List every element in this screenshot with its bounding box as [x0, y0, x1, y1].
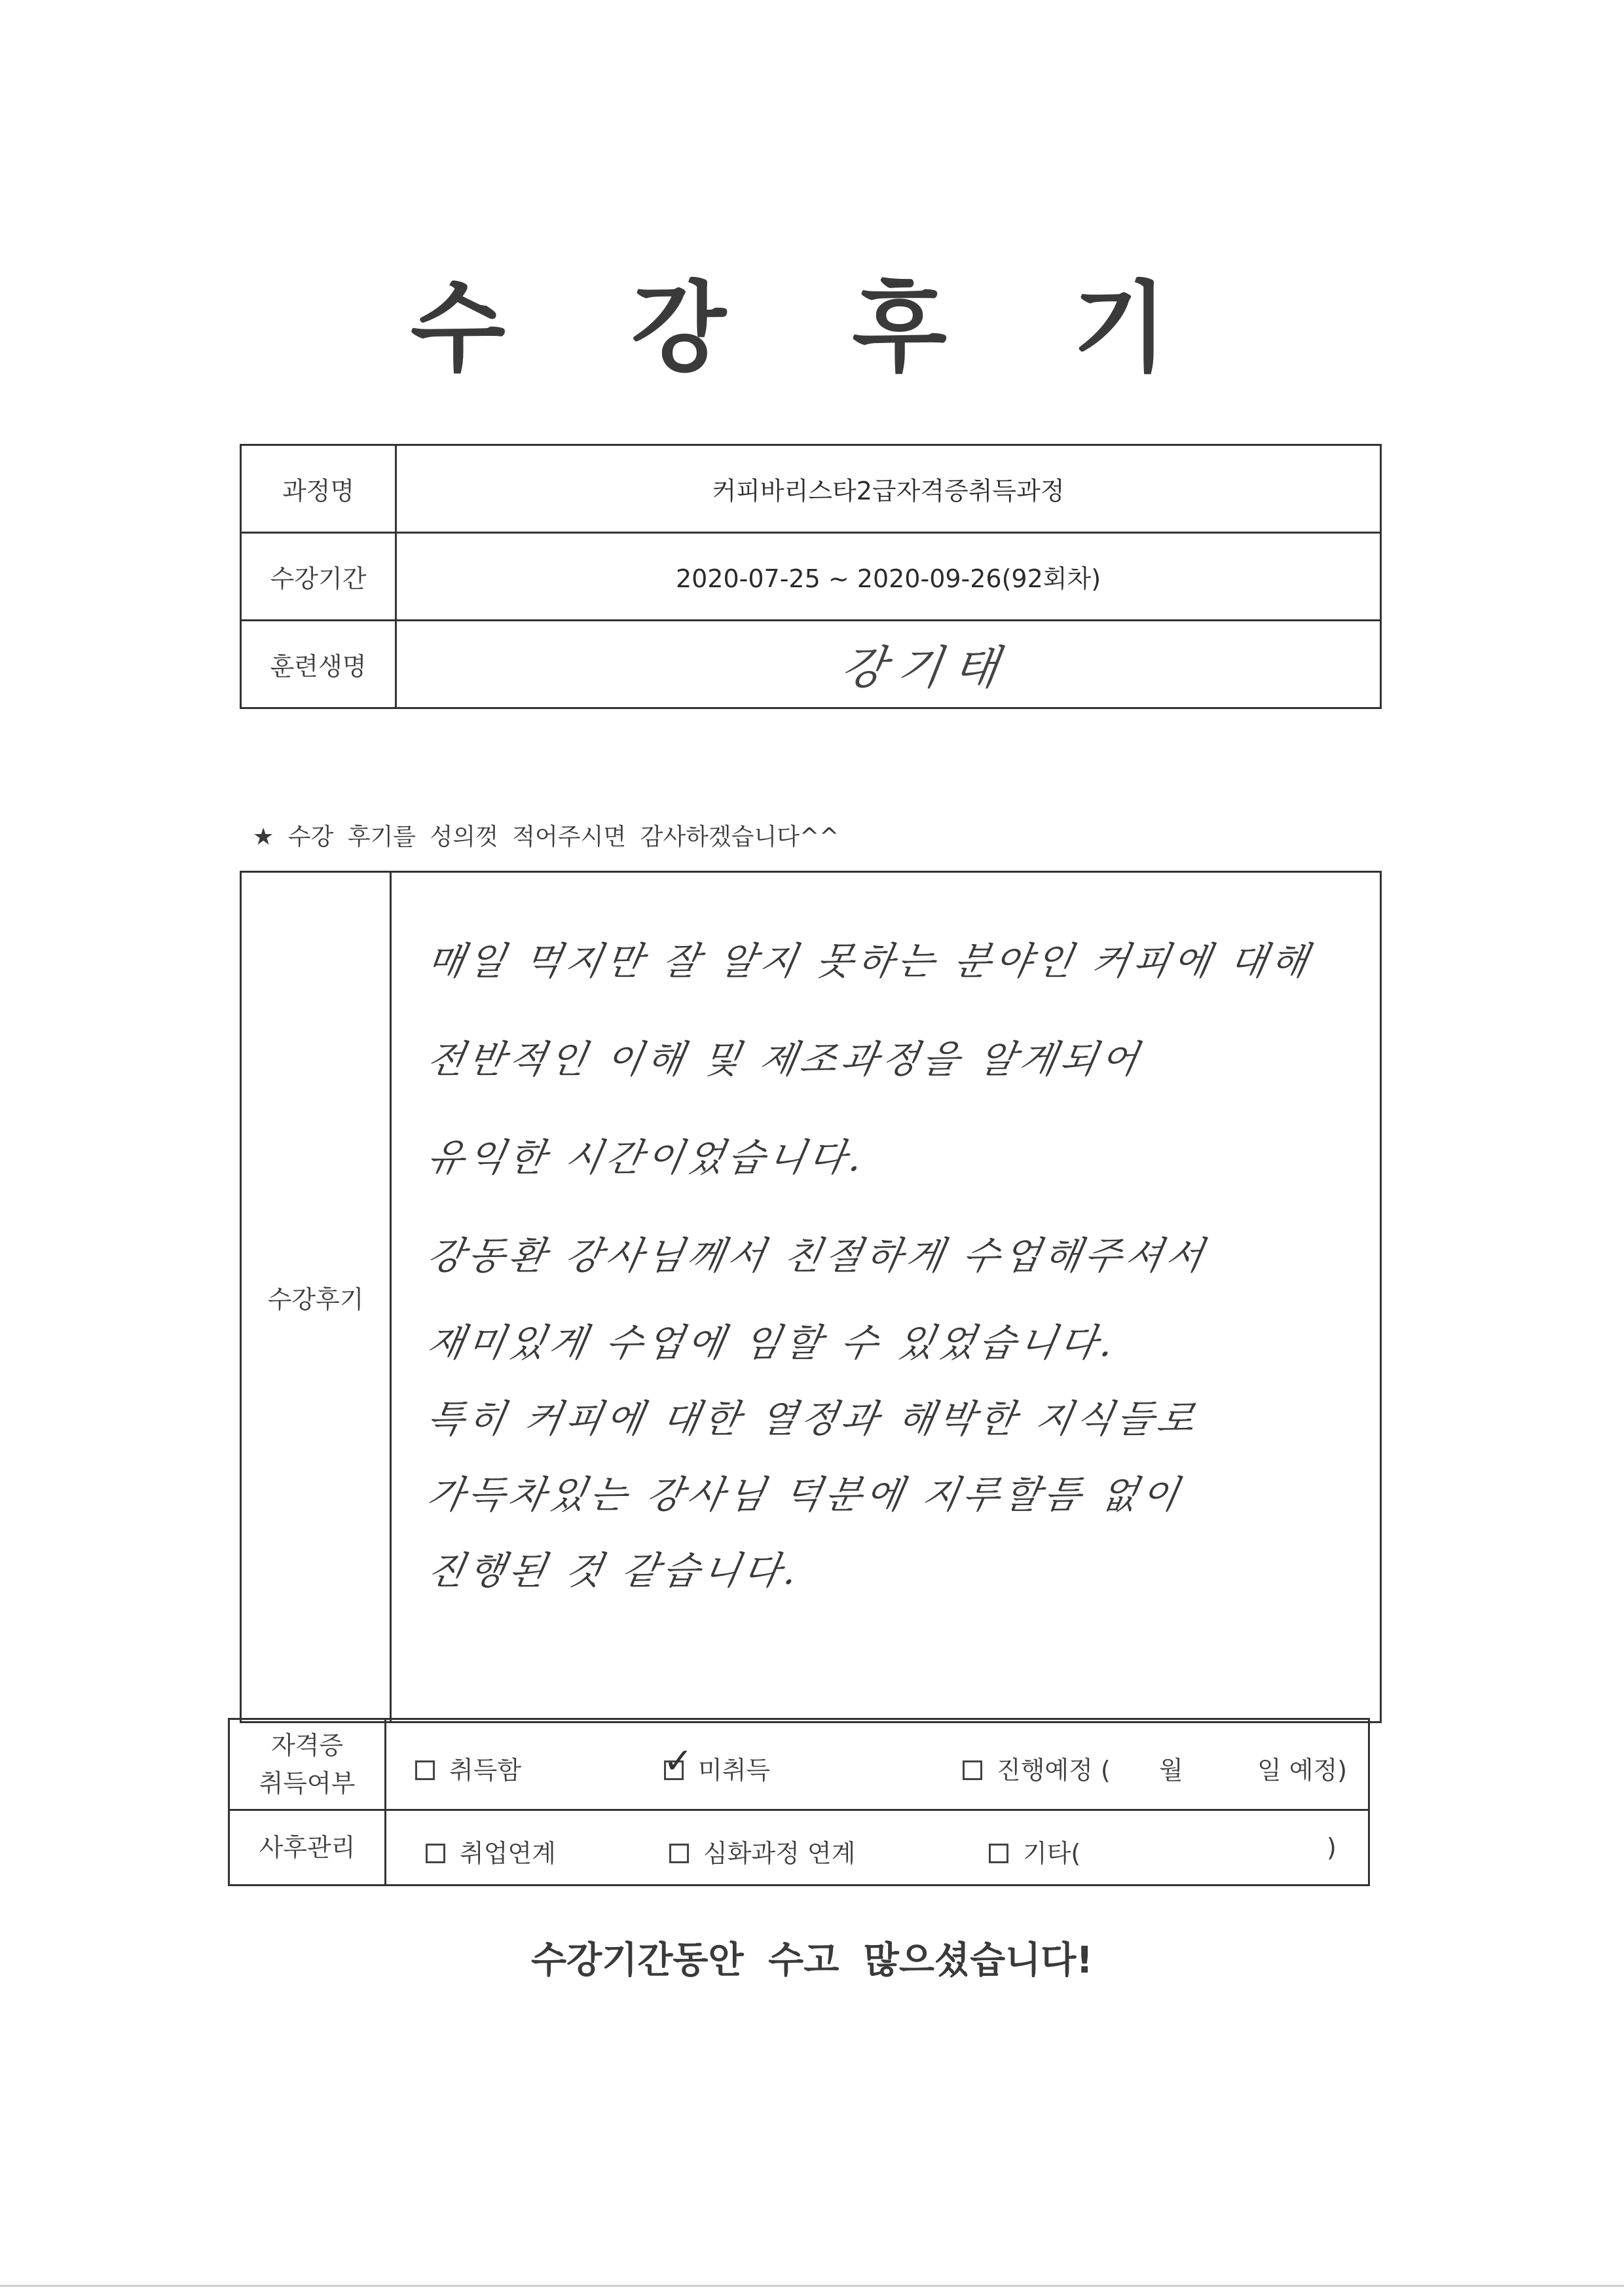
review-line: 전반적인 이해 및 제조과정을 알게되어	[424, 1037, 1146, 1082]
certification-label-line2: 취득여부	[259, 1769, 356, 1798]
checkbox-icon[interactable]	[989, 1844, 1008, 1863]
followup-label: 사후관리	[229, 1810, 386, 1886]
cert-option-in-progress[interactable]	[963, 1750, 1111, 1786]
review-line: 진행된 것 같습니다.	[424, 1548, 805, 1593]
checkbox-icon[interactable]	[426, 1844, 445, 1863]
course-info-table	[240, 444, 1382, 709]
cert-option-not-acquired[interactable]	[663, 1740, 771, 1786]
followup-option-advanced[interactable]	[669, 1833, 855, 1869]
cert-day-planned-label: 일 예정)	[1257, 1756, 1348, 1785]
closing-message: 수강기간동안 수고 많으셨습니다!	[531, 1939, 1093, 1982]
review-line: 강동환 강사님께서 친절하게 수업해주셔서	[424, 1233, 1211, 1278]
review-label: 수강후기	[241, 872, 391, 1722]
cert-option-acquired[interactable]	[415, 1750, 521, 1786]
cert-option-acquired-label: 취득함	[449, 1756, 522, 1785]
course-value: 커피바리스타2급자격증취득과정	[396, 445, 1381, 533]
certification-options	[386, 1719, 1369, 1810]
certification-label	[229, 1719, 386, 1810]
review-line: 유익한 시간이었습니다.	[424, 1135, 870, 1180]
page-bottom-divider	[0, 2285, 1624, 2287]
followup-option-job[interactable]	[426, 1833, 556, 1869]
certification-label-line1: 자격증	[270, 1731, 344, 1760]
trainee-signature-cell	[396, 621, 1381, 708]
review-table	[240, 871, 1382, 1723]
cert-option-in-progress-label: 진행예정 (	[997, 1756, 1111, 1785]
period-label: 수강기간	[241, 533, 396, 621]
followup-option-advanced-label: 심화과정 연계	[703, 1839, 856, 1868]
followup-option-other-label: 기타(	[1023, 1839, 1081, 1868]
course-label: 과정명	[241, 445, 396, 533]
notice-text: ★ 수강 후기를 성의껏 적어주시면 감사하겠습니다^^	[253, 824, 840, 850]
checkbox-icon[interactable]	[669, 1844, 689, 1863]
followup-close-paren: )	[1327, 1833, 1337, 1862]
followup-option-job-label: 취업연계	[460, 1839, 556, 1868]
checkbox-icon[interactable]	[415, 1760, 435, 1780]
review-line: 재미있게 수업에 임할 수 있었습니다.	[424, 1321, 1121, 1365]
period-value: 2020-07-25 ~ 2020-09-26(92회차)	[396, 533, 1381, 621]
followup-option-other[interactable]	[989, 1833, 1080, 1869]
trainee-label: 훈련생명	[241, 621, 396, 708]
checkmark-icon: ✓	[663, 1740, 693, 1781]
status-table	[228, 1718, 1370, 1886]
review-line: 가득차있는 강사님 덕분에 지루할틈 없이	[424, 1472, 1187, 1517]
followup-options	[386, 1810, 1369, 1886]
checkbox-checked-icon[interactable]	[663, 1740, 693, 1781]
checkbox-icon[interactable]	[963, 1760, 982, 1780]
review-line: 매일 먹지만 잘 알지 못하는 분야인 커피에 대해	[424, 939, 1316, 983]
cert-month-label: 월	[1159, 1756, 1183, 1785]
cert-option-not-acquired-label: 미취득	[698, 1756, 771, 1785]
page-title: 수 강 후 기	[410, 272, 1214, 386]
review-line: 특히 커피에 대한 열정과 해박한 지식들로	[424, 1396, 1202, 1441]
review-body	[391, 872, 1381, 1722]
trainee-signature: 강기태	[838, 641, 1014, 695]
